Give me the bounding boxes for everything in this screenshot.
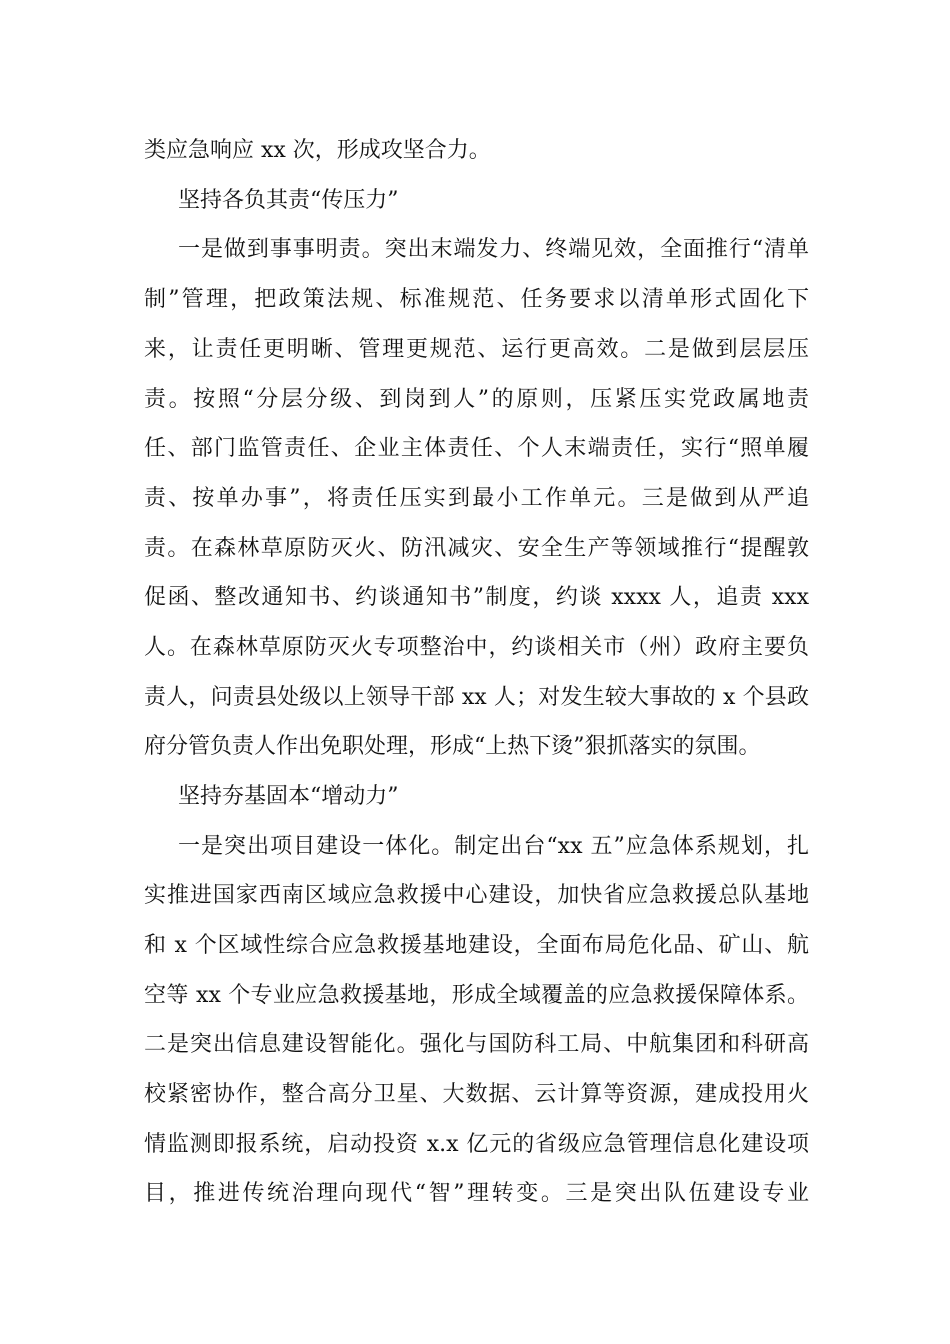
paragraph-line: 目，推进传统治理向现代“智”理转变。三是突出队伍建设专业 [144, 1181, 809, 1206]
paragraph-line: 责。按照“分层分级、到岗到人”的原则，压紧压实党政属地责 [144, 387, 809, 412]
paragraph-line: 促函、整改通知书、约谈通知书”制度，约谈 xxxx 人，追责 xxx [144, 585, 809, 610]
paragraph-line: 和 x 个区域性综合应急救援基地建设，全面布局危化品、矿山、航 [144, 933, 809, 958]
paragraph-line: 来，让责任更明晰、管理更规范、运行更高效。二是做到层层压 [144, 337, 809, 362]
paragraph-line: 一是突出项目建设一体化。制定出台“xx 五”应急体系规划，扎 [178, 834, 809, 859]
paragraph-line: 校紧密协作，整合高分卫星、大数据、云计算等资源，建成投用火 [144, 1082, 809, 1107]
paragraph-line: 任、部门监管责任、企业主体责任、个人末端责任，实行“照单履 [144, 436, 809, 461]
paragraph-line: 类应急响应 xx 次，形成攻坚合力。 [144, 138, 491, 163]
paragraph-line: 制”管理，把政策法规、标准规范、任务要求以清单形式固化下 [144, 287, 809, 312]
paragraph-line: 空等 xx 个专业应急救援基地，形成全域覆盖的应急救援保障体系。 [144, 983, 809, 1008]
paragraph-line: 府分管负责人作出免职处理，形成“上热下烫”狠抓落实的氛围。 [144, 734, 761, 759]
paragraph-line: 责、按单办事”，将责任压实到最小工作单元。三是做到从严追 [144, 486, 809, 511]
paragraph-line: 二是突出信息建设智能化。强化与国防科工局、中航集团和科研高 [144, 1032, 809, 1057]
paragraph-line: 人。在森林草原防灭火专项整治中，约谈相关市（州）政府主要负 [144, 635, 809, 660]
section-heading: 坚持各负其责“传压力” [178, 188, 399, 213]
paragraph-line: 责人，问责县处级以上领导干部 xx 人；对发生较大事故的 x 个县政 [144, 685, 809, 710]
paragraph-line: 实推进国家西南区域应急救援中心建设，加快省应急救援总队基地 [144, 883, 809, 908]
paragraph-line: 责。在森林草原防灭火、防汛减灾、安全生产等领域推行“提醒敦 [144, 536, 809, 561]
paragraph-line: 情监测即报系统，启动投资 x.x 亿元的省级应急管理信息化建设项 [144, 1132, 809, 1157]
section-heading: 坚持夯基固本“增动力” [178, 784, 399, 809]
paragraph-line: 一是做到事事明责。突出末端发力、终端见效，全面推行“清单 [178, 237, 809, 262]
